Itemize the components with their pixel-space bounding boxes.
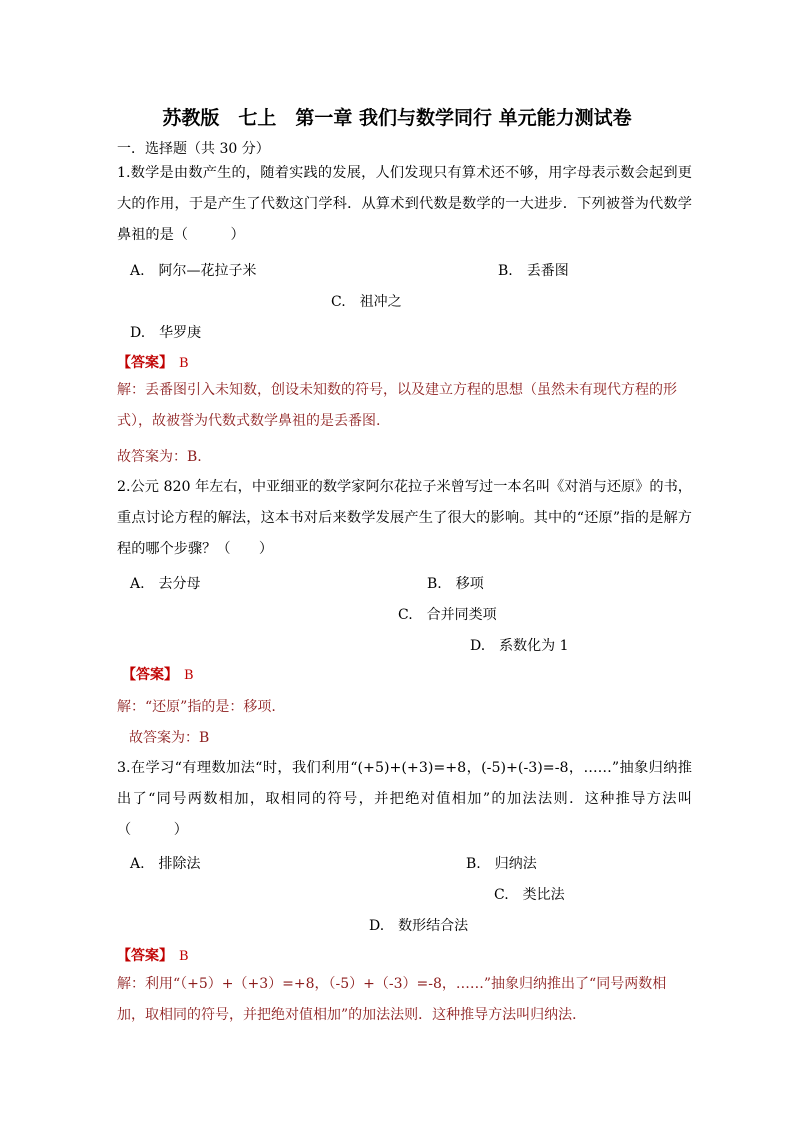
q3-option-d: D. 数形结合法 xyxy=(369,918,469,934)
q3-explanation: 解：利用“（+5）+（+3）=+8，（-5）+（-3）=-8，……”抽象归纳推出了“同号两数相加，取相同的符号，并把绝对值相加”的加法法则．这种推导方法叫归纳法． xyxy=(117,976,667,1023)
answer-value: B xyxy=(179,949,189,964)
answer-value: B xyxy=(184,668,194,683)
q2-final: 故答案为：B xyxy=(129,730,210,746)
q3-answer xyxy=(117,945,189,965)
question-3-stem: 3.在学习“有理数加法“时，我们利用“(+5)+(+3)=+8，(-5)+(-3)=-8，……”抽象归纳推出了“同号两数相加，取相同的符号，并把绝对值相加”的加法法则．这种推导方法叫（ ） xyxy=(117,760,692,838)
q1-final: 故答案为：B. xyxy=(117,449,202,465)
q3-option-a: A. 排除法 xyxy=(130,856,201,872)
page-title: 苏教版 七上 第一章 我们与数学同行 单元能力测试卷 xyxy=(162,107,632,129)
q1-option-a: A. 阿尔—花拉子米 xyxy=(130,263,257,279)
q1-option-b: B. 丢番图 xyxy=(498,263,569,279)
question-2-stem: 2.公元 820 年左右，中亚细亚的数学家阿尔花拉子米曾写过一本名叫《对消与还原》的书，重点讨论方程的解法，这本书对后来数学发展产生了很大的影响。其中的“还原”指的是解方程的哪个步骤？（ ） xyxy=(117,479,692,557)
q2-explanation: 解：“还原”指的是：移项. xyxy=(117,699,276,715)
q1-explanation: 解：丢番图引入未知数，创设未知数的符号，以及建立方程的思想（虽然未有现代方程的形式），故被誉为代数式数学鼻祖的是丢番图. xyxy=(117,382,677,429)
answer-value: B xyxy=(179,356,189,371)
q2-answer xyxy=(122,664,194,684)
q2-option-d: D. 系数化为 1 xyxy=(470,638,569,654)
q3-option-b: B. 归纳法 xyxy=(466,856,537,872)
q2-option-b: B. 移项 xyxy=(427,576,484,592)
q1-answer xyxy=(117,352,189,372)
question-1-stem: 1.数学是由数产生的，随着实践的发展，人们发现只有算术还不够，用字母表示数会起到更大的作用，于是产生了代数这门学科．从算术到代数是数学的一大进步．下列被誉为代数学鼻祖的是（ ） xyxy=(117,165,692,243)
q1-option-d: D. 华罗庚 xyxy=(130,325,202,341)
answer-label: 【答案】 xyxy=(117,355,173,371)
answer-label: 【答案】 xyxy=(122,667,178,683)
q2-option-c: C. 合并同类项 xyxy=(398,607,497,623)
q2-option-a: A. 去分母 xyxy=(130,576,201,592)
q3-option-c: C. 类比法 xyxy=(494,887,565,903)
section-heading: 一．选择题（共 30 分） xyxy=(117,141,270,157)
answer-label: 【答案】 xyxy=(117,948,173,964)
q1-option-c: C. 祖冲之 xyxy=(331,294,402,310)
